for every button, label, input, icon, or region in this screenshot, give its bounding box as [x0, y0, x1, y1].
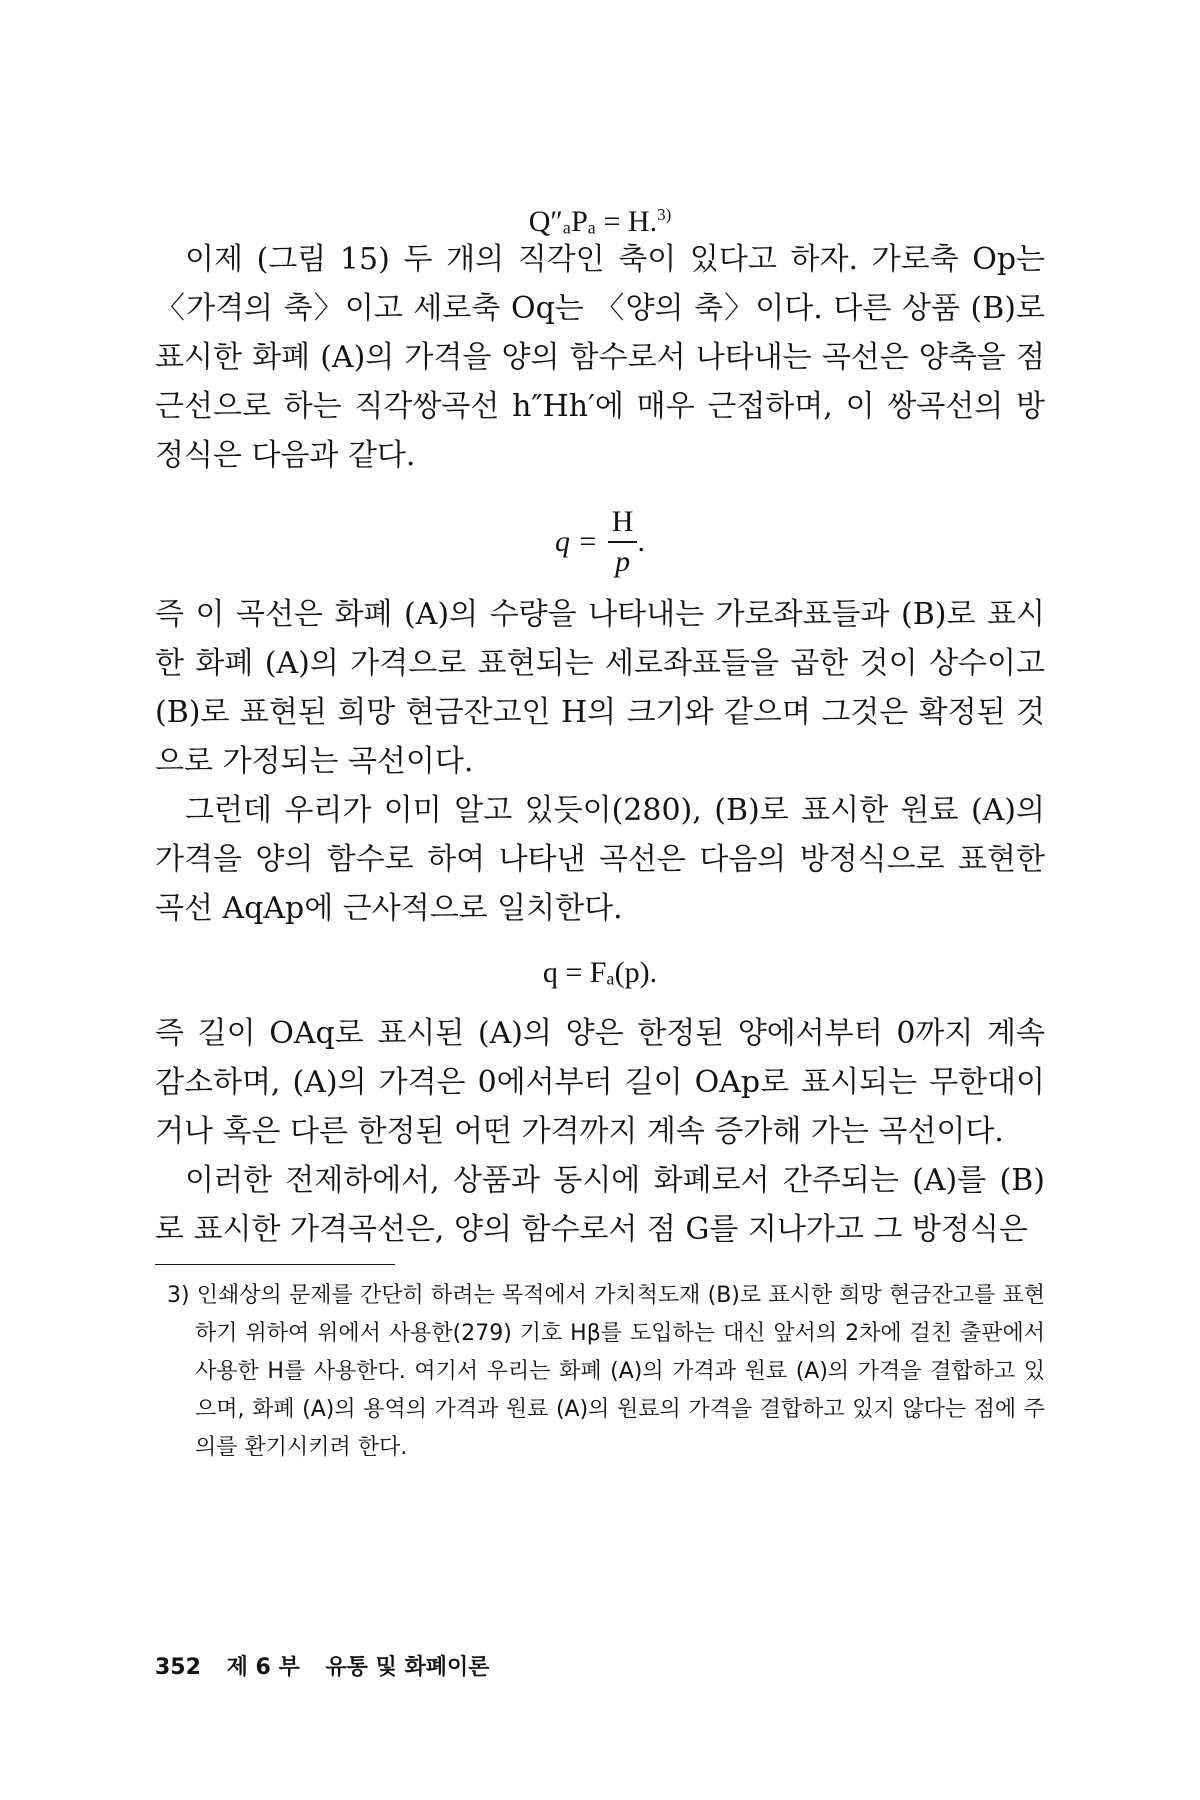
equation-2	[155, 494, 1045, 590]
fraction-denominator: p	[615, 545, 631, 578]
equation-1	[155, 195, 1045, 238]
footnote-divider	[155, 1264, 395, 1265]
fraction	[608, 503, 638, 581]
paragraph-2: 즉 이 곡선은 화폐 (A)의 수량을 나타내는 가로좌표들과 (B)로 표시한 화폐 (A)의 가격으로 표현되는 세로좌표들을 곱한 것이 상수이고 (B)로 표현된 희망 현금잔고인 H의 크기와 같으며 그것은 확정된 것으로 가정되는 곡선이다.	[155, 597, 1045, 779]
part-title: 유통 및 화폐이론	[325, 1655, 490, 1680]
page-number: 352	[155, 1655, 201, 1680]
fraction-numerator: H	[608, 503, 638, 543]
part-label: 제 6 부	[226, 1655, 300, 1680]
equation-2-end: .	[637, 525, 645, 558]
paragraph-4: 즉 길이 OAq로 표시된 (A)의 양은 한정된 양에서부터 0까지 계속 감소하며, (A)의 가격은 0에서부터 길이 OAp로 표시되는 무한대이거나 혹은 다른 한정된 어떤 가격까지 계속 증가해 가는 곡선이다.	[155, 1016, 1045, 1149]
equation-2-lhs: q =	[555, 525, 598, 558]
footnote: 3) 인쇄상의 문제를 간단히 하려는 목적에서 가치척도재 (B)로 표시한 희망 현금잔고를 표현하기 위하여 위에서 사용한(279) 기호 Hβ를 도입하는 대신 앞서의 2차에 걸친 출판에서 사용한 H를 사용한다. 여기서 우리는 화폐 (A)의 가격과 원료 (A)의 가격을 결합하고 있으며, 화폐 (A)의 용역의 가격과 원료 (A)의 원료의 가격을 결합하고 있지 않다는 점에 주의를 환기시키려 한다.	[167, 1283, 1045, 1460]
page-footer	[155, 1650, 508, 1681]
equation-3: q = Fₐ(p).	[542, 956, 658, 989]
footnote-ref: 3)	[657, 205, 672, 224]
paragraph-5: 이러한 전제하에서, 상품과 동시에 화폐로서 간주되는 (A)를 (B)로 표시한 가격곡선은, 양의 함수로서 점 G를 지나가고 그 방정식은	[155, 1163, 1045, 1247]
paragraph-3: 그런데 우리가 이미 알고 있듯이(280), (B)로 표시한 원료 (A)의 가격을 양의 함수로 하여 나타낸 곡선은 다음의 방정식으로 표현한 곡선 AqAp에 근사적으로 일치한다.	[155, 793, 1045, 926]
paragraph-1: 이제 (그림 15) 두 개의 직각인 축이 있다고 하자. 가로축 Op는 〈가격의 축〉이고 세로축 Oq는 〈양의 축〉이다. 다른 상품 (B)로 표시한 화폐 (A)의 가격을 양의 함수로서 나타내는 곡선은 양축을 점근선으로 하는 직각쌍곡선 h″Hh′에 매우 근접하며, 이 쌍곡선의 방정식은 다음과 같다.	[155, 242, 1045, 473]
equation-1-text: Q″ₐPₐ = H.	[528, 205, 658, 238]
page-body	[155, 195, 1045, 1467]
